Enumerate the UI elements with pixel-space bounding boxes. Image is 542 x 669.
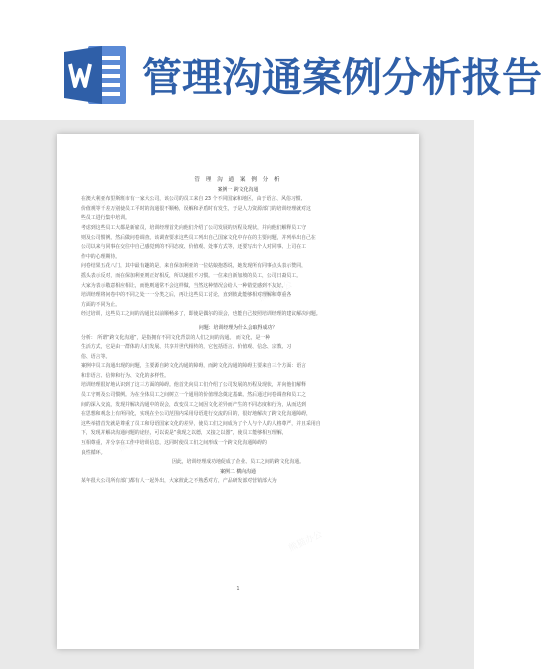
paragraph-line: 公司以来与同事在交往中自己感觉到的不同态度、价值观、处事方式等，还要写出个人对同事、上司在工: [81, 244, 306, 251]
paragraph-line: 些员工进行集中培训。: [81, 215, 130, 222]
paragraph-line: 间的深入交流，发现并解决沟通中的误会，改变员工之间因文化差异而产生的不同态度和行为，从而达到: [81, 401, 306, 408]
title-banner: [0, 0, 542, 120]
paragraph-line: 互相尊重，并分享在工作中培训信息，这同时使员工们之间形成一个跨文化沟通障碍的: [81, 440, 267, 447]
paragraph-line: 价值观等千差万别使员工平时的沟通很不顺畅，误解和矛盾时有发生，于是人力资源部门的培训经理就对这: [81, 205, 311, 212]
document-page: [57, 134, 419, 649]
paragraph-line: 摇头表示反对，而在保加利亚则正好相反，所以她很不习惯。一位来自新加坡的员工，公司日裔员工。: [81, 272, 302, 279]
document-canvas[interactable]: [0, 120, 474, 669]
watermark: 熊猫办公: [87, 189, 125, 215]
watermark: 熊猫办公: [257, 279, 295, 305]
paragraph-line: 则及公司惯例。然后做问卷调查。该调查要求这些员工列出自己国家文化中存在的主要问题，并列举出自己在: [81, 234, 316, 241]
document-body: [81, 176, 395, 487]
paragraph-line: 生活方式，它是由一群体的人们发展、共享并世代相传的，它包括语言、价值观、信念、宗教、习: [81, 344, 292, 351]
paragraph-line: 下，发现并解决沟通问题的途径，可以说是“我现之以德，又接之以器”，使员工能够相互理解，: [81, 430, 287, 437]
paragraph-line: 良性循环。: [81, 449, 106, 456]
word-document-icon: [62, 42, 128, 108]
paragraph-line: 这些举措首先就是尊重了员工和母语国家文化的差异，使员工们之间成为了个人与个人的人格尊严，并且采用自: [81, 420, 321, 427]
paragraph-line: 培训经理很好地认识到了这三方面的障碍。他首先向员工们介绍了公司发展的历程及现状，并向他们解释: [81, 382, 306, 389]
paragraph-line: 作中的心理期待。: [81, 253, 121, 260]
paragraph-line: 员工守则及公司惯例。为在全体员工之间树立一个通用的价值理念奠定基础。然后通过问卷调查和员工之: [81, 392, 306, 399]
paragraph-line: 培训经理将问卷中的不同之处一一分类之后，再让这些员工讨论，直到彼此能够相对理解和尊重各: [81, 292, 292, 299]
paragraph-line: 问卷结果五花八门，其中最有趣的是，来自保加利亚的一位姑娘抱怨说，她发现所有同事点头表示赞同，: [81, 263, 306, 270]
watermark: 熊猫办公: [287, 529, 325, 555]
paragraph-line: 大家为表示敬意相应相让，而他则通常不会这样做，当然这种情况会给人一种错觉感到不友好。: [81, 282, 287, 289]
paragraph-line: 俗、语言等。: [81, 353, 111, 360]
banner-title: 管理沟通案例分析报告: [142, 55, 542, 101]
watermark: 熊猫办公: [117, 429, 155, 455]
paragraph-line: 某年很大公司所有部门都有人一起外出，大家彼此之不熟悉对方，产品研发部对营销部大为: [81, 478, 277, 485]
paragraph-line: 和非语言、信仰和行为、文化的多样性。: [81, 372, 170, 379]
summary-line: 因此，培训经理成功地促成了企业、员工之间的跨文化沟通。: [171, 459, 305, 466]
case-heading: 案例二 横向沟通: [220, 468, 256, 475]
case-heading: 案例一 跨文化沟通: [217, 186, 259, 193]
paragraph-block: [81, 334, 395, 459]
paragraph-line: 案例中员工沟通出现的问题，主要源自跨文化沟通的障碍，而跨文化沟通的障碍主要来自三个方面：语言: [81, 363, 306, 370]
paragraph-line: 在澳大利亚布里斯班市有一家大公司，该公司的员工来自 23 个不同国家和地区，由于语言、风俗习惯、: [81, 196, 306, 203]
paragraph-line: 经过培训，这些员工之间的沟通比以前顺畅多了，即使是偶尔的误会，也能自己按照培训经理的建议解决问题。: [81, 311, 321, 318]
question-heading: 问题：培训经理为什么会取得成功？: [198, 324, 278, 331]
page-number: 1: [236, 586, 240, 592]
document-title: 管 理 沟 通 案 例 分 析: [194, 177, 282, 183]
paragraph-line: 考虑到这些员工大都是新雇员，培训经理首先向他们介绍了公司发展的历程及现状，并向他们解释员工守: [81, 224, 306, 231]
paragraph-line: 分析： 所谓“跨文化沟通”，是指拥有不同文化背景的人们之间的沟通。 而文化，是一种: [81, 334, 271, 341]
paragraph-line: 方面的不同为止。: [81, 301, 121, 308]
paragraph-line: 在思想和观念上有所同化，实现在全公司范围内采用母语进行交流的目的，很好地解决了跨文化沟通障碍，: [81, 411, 311, 418]
paragraph-block: [81, 195, 395, 320]
